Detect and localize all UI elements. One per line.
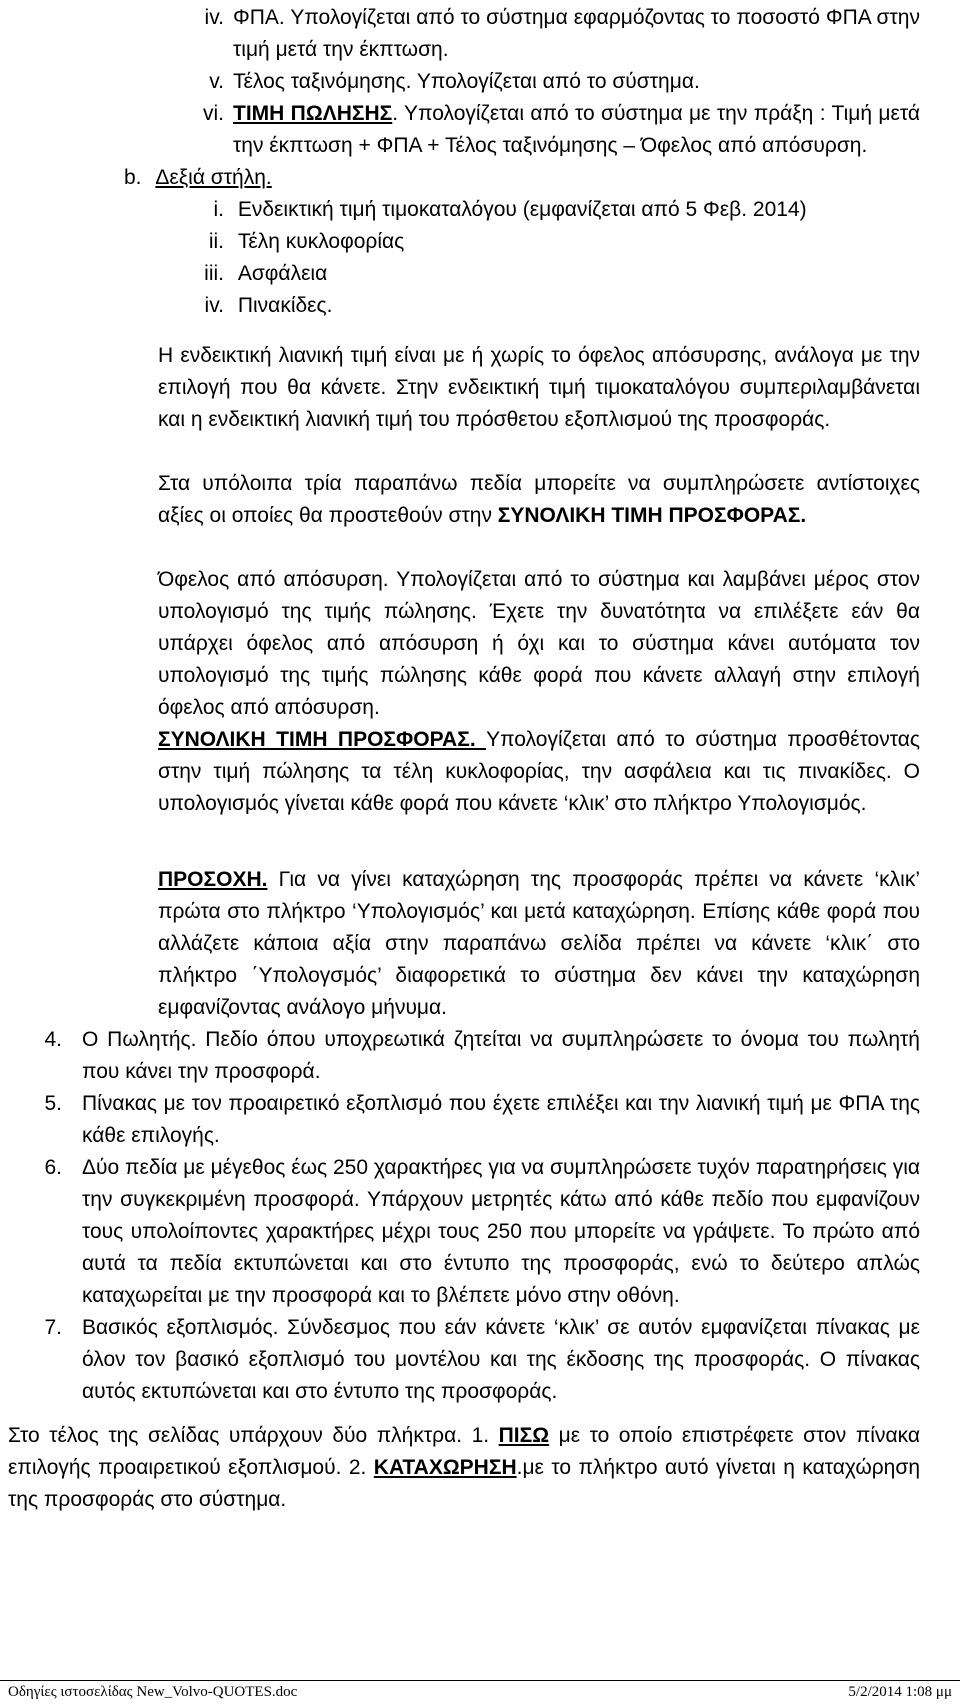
list-marker: vi. bbox=[203, 102, 224, 125]
scrap-benefit-paragraph: Όφελος από απόσυρση. Υπολογίζεται από το σύστημα και λαμβάνει μέρος στον υπολογισμό της τιμής πώλησης. Έχετε την δυνατότητα να επιλέξετε εάν θα υπάρχει όφελος από απόσυρση ή όχι και το σύστημα κάνει αυτόματα τον υπολογισμό της τιμής πώλησης κάθε φορά που κάνετε αλλαγή στην επιλογή όφελος από απόσυρση. bbox=[158, 568, 920, 719]
closing-text-1: Στο τέλος της σελίδας υπάρχουν δύο πλήκτρα. 1. bbox=[8, 1424, 499, 1447]
list-number: 5. bbox=[44, 1092, 62, 1115]
list-item bbox=[190, 194, 807, 226]
list-marker: iii. bbox=[204, 262, 224, 285]
closing-text-2: με το οποίο επιστρέφετε στον πίνακα επιλογής προαιρετικού εξοπλισμού. 2. bbox=[8, 1424, 920, 1479]
list-marker: ii. bbox=[208, 230, 224, 253]
sale-price-term: ΤΙΜΗ ΠΩΛΗΣΗΣ bbox=[233, 102, 393, 125]
total-offer-paragraph bbox=[158, 724, 920, 820]
list-item bbox=[190, 98, 224, 130]
indicative-price-paragraph: Η ενδεικτική λιανική τιμή είναι με ή χωρίς το όφελος απόσυρσης, ανάλογα με την επιλογή που θα κάνετε. Στην ενδεικτική τιμή τιμοκαταλόγου συμπεριλαμβάνεται και η ενδεικτική λιανική τιμή του πρόσθετου εξοπλισμού της προσφοράς. bbox=[158, 344, 920, 431]
list-marker: i. bbox=[213, 198, 224, 221]
closing-paragraph bbox=[8, 1420, 920, 1516]
remaining-fields-paragraph bbox=[158, 468, 920, 532]
remaining-fields-text: Στα υπόλοιπα τρία παραπάνω πεδία μπορείτε να συμπληρώσετε αντίστοιχες αξίες οι οποίες θα προστεθούν στην bbox=[158, 472, 920, 527]
list-number: 6. bbox=[44, 1156, 62, 1179]
list-item-text: Ενδεικτική τιμή τιμοκαταλόγου (εμφανίζεται από 5 Φεβ. 2014) bbox=[237, 198, 807, 221]
list-item bbox=[190, 258, 327, 290]
submit-button-label: ΚΑΤΑΧΩΡΗΣΗ bbox=[373, 1456, 517, 1479]
list-item bbox=[190, 290, 333, 322]
back-button-label: ΠΙΣΩ bbox=[498, 1424, 550, 1447]
attention-paragraph bbox=[158, 864, 920, 1024]
attention-label: ΠΡΟΣΟΧΗ. bbox=[158, 868, 268, 891]
sale-price-desc: . Υπολογίζεται από το σύστημα με την πράξη : Τιμή μετά την έκπτωση + ΦΠΑ + Τέλος ταξινόμησης – Όφελος από απόσυρση. bbox=[233, 102, 920, 157]
list-item bbox=[190, 66, 224, 98]
footer-filename: Οδηγίες ιστοσελίδας New_Volvo-QUOTES.doc bbox=[8, 1684, 298, 1700]
total-offer-heading: ΣΥΝΟΛΙΚΗ ΤΙΜΗ ΠΡΟΣΦΟΡΑΣ. bbox=[158, 728, 487, 751]
list-number: 7. bbox=[44, 1316, 62, 1339]
list-item-text: Τέλος ταξινόμησης. Υπολογίζεται από το σύστημα. bbox=[233, 70, 700, 93]
list-item bbox=[190, 226, 404, 258]
footer-divider bbox=[0, 1680, 960, 1681]
list-marker: iv. bbox=[204, 294, 224, 317]
section-heading bbox=[124, 162, 272, 194]
list-item-text: Πίνακας με τον προαιρετικό εξοπλισμό που έχετε επιλέξει και την λιανική τιμή με ΦΠΑ της κάθε επιλογής. bbox=[82, 1092, 920, 1147]
section-title: Δεξιά στήλη. bbox=[155, 166, 272, 189]
total-offer-text: Υπολογίζεται από το σύστημα προσθέτοντας στην τιμή πώλησης τα τέλη κυκλοφορίας, την ασφάλεια και τις πινακίδες. Ο υπολογισμός γίνεται κάθε φορά που κάνετε ‘κλικ’ στο πλήκτρο Υπολογισμός. bbox=[158, 728, 920, 815]
list-marker: iv. bbox=[204, 6, 224, 29]
list-item-text: Βασικός εξοπλισμός. Σύνδεσμος που εάν κάνετε ‘κλικ’ σε αυτόν εμφανίζεται πίνακας με όλον τον βασικό εξοπλισμό του μοντέλου και της έκδοσης της προσφοράς. Ο πίνακας αυτός εκτυπώνεται και στο έντυπο της προσφοράς. bbox=[82, 1316, 920, 1403]
list-item-text: Ασφάλεια bbox=[237, 262, 328, 285]
list-marker: v. bbox=[209, 70, 224, 93]
list-item bbox=[190, 2, 224, 34]
attention-text: Για να γίνει καταχώρηση της προσφοράς πρέπει να κάνετε ‘κλικ’ πρώτα στο πλήκτρο ‘Υπολογισμός’ και μετά καταχώρηση. Επίσης κάθε φορά που αλλάζετε κάποια αξία στην παραπάνω σελίδα πρέπει να κάνετε ‘κλικ΄ στο πλήκτρο ΄Υπολογσμός’ διαφορετικά το σύστημα δεν κάνει την καταχώρηση εμφανίζοντας ανάλογο μήνυμα. bbox=[158, 868, 920, 1019]
list-number: 4. bbox=[44, 1028, 62, 1051]
list-item-text: Δύο πεδία με μέγεθος έως 250 χαρακτήρες για να συμπληρώσετε τυχόν παρατηρήσεις για την συγκεκριμένη προσφορά. Υπάρχουν μετρητές κάτω από κάθε πεδίο που εμφανίζουν τους υπολοίποντες χαρακτήρες μέχρι τους 250 που μπορείτε να γράψετε. Το πρώτο από αυτά τα πεδία εκτυπώνεται και στο έντυπο της προσφοράς, ενώ το δεύτερο απλώς καταχωρείται με την προσφορά και το βλέπετε μόνο στην οθόνη. bbox=[82, 1156, 920, 1307]
section-marker: b. bbox=[124, 166, 142, 189]
total-offer-term: ΣΥΝΟΛΙΚΗ ΤΙΜΗ ΠΡΟΣΦΟΡΑΣ. bbox=[497, 504, 807, 527]
list-item-text bbox=[233, 98, 920, 162]
closing-text-3: .με το πλήκτρο αυτό γίνεται η καταχώρηση της προσφοράς στο σύστημα. bbox=[8, 1456, 920, 1511]
list-item-text: ΦΠΑ. Υπολογίζεται από το σύστημα εφαρμόζοντας το ποσοστό ΦΠΑ στην τιμή μετά την έκπτωση. bbox=[233, 6, 920, 61]
list-item-text: Πινακίδες. bbox=[237, 294, 333, 317]
list-item-text: Τέλη κυκλοφορίας bbox=[237, 230, 405, 253]
footer-timestamp: 5/2/2014 1:08 μμ bbox=[848, 1684, 952, 1700]
list-item-text: Ο Πωλητής. Πεδίο όπου υποχρεωτικά ζητείται να συμπληρώσετε το όνομα του πωλητή που κάνει την προσφορά. bbox=[82, 1028, 920, 1083]
